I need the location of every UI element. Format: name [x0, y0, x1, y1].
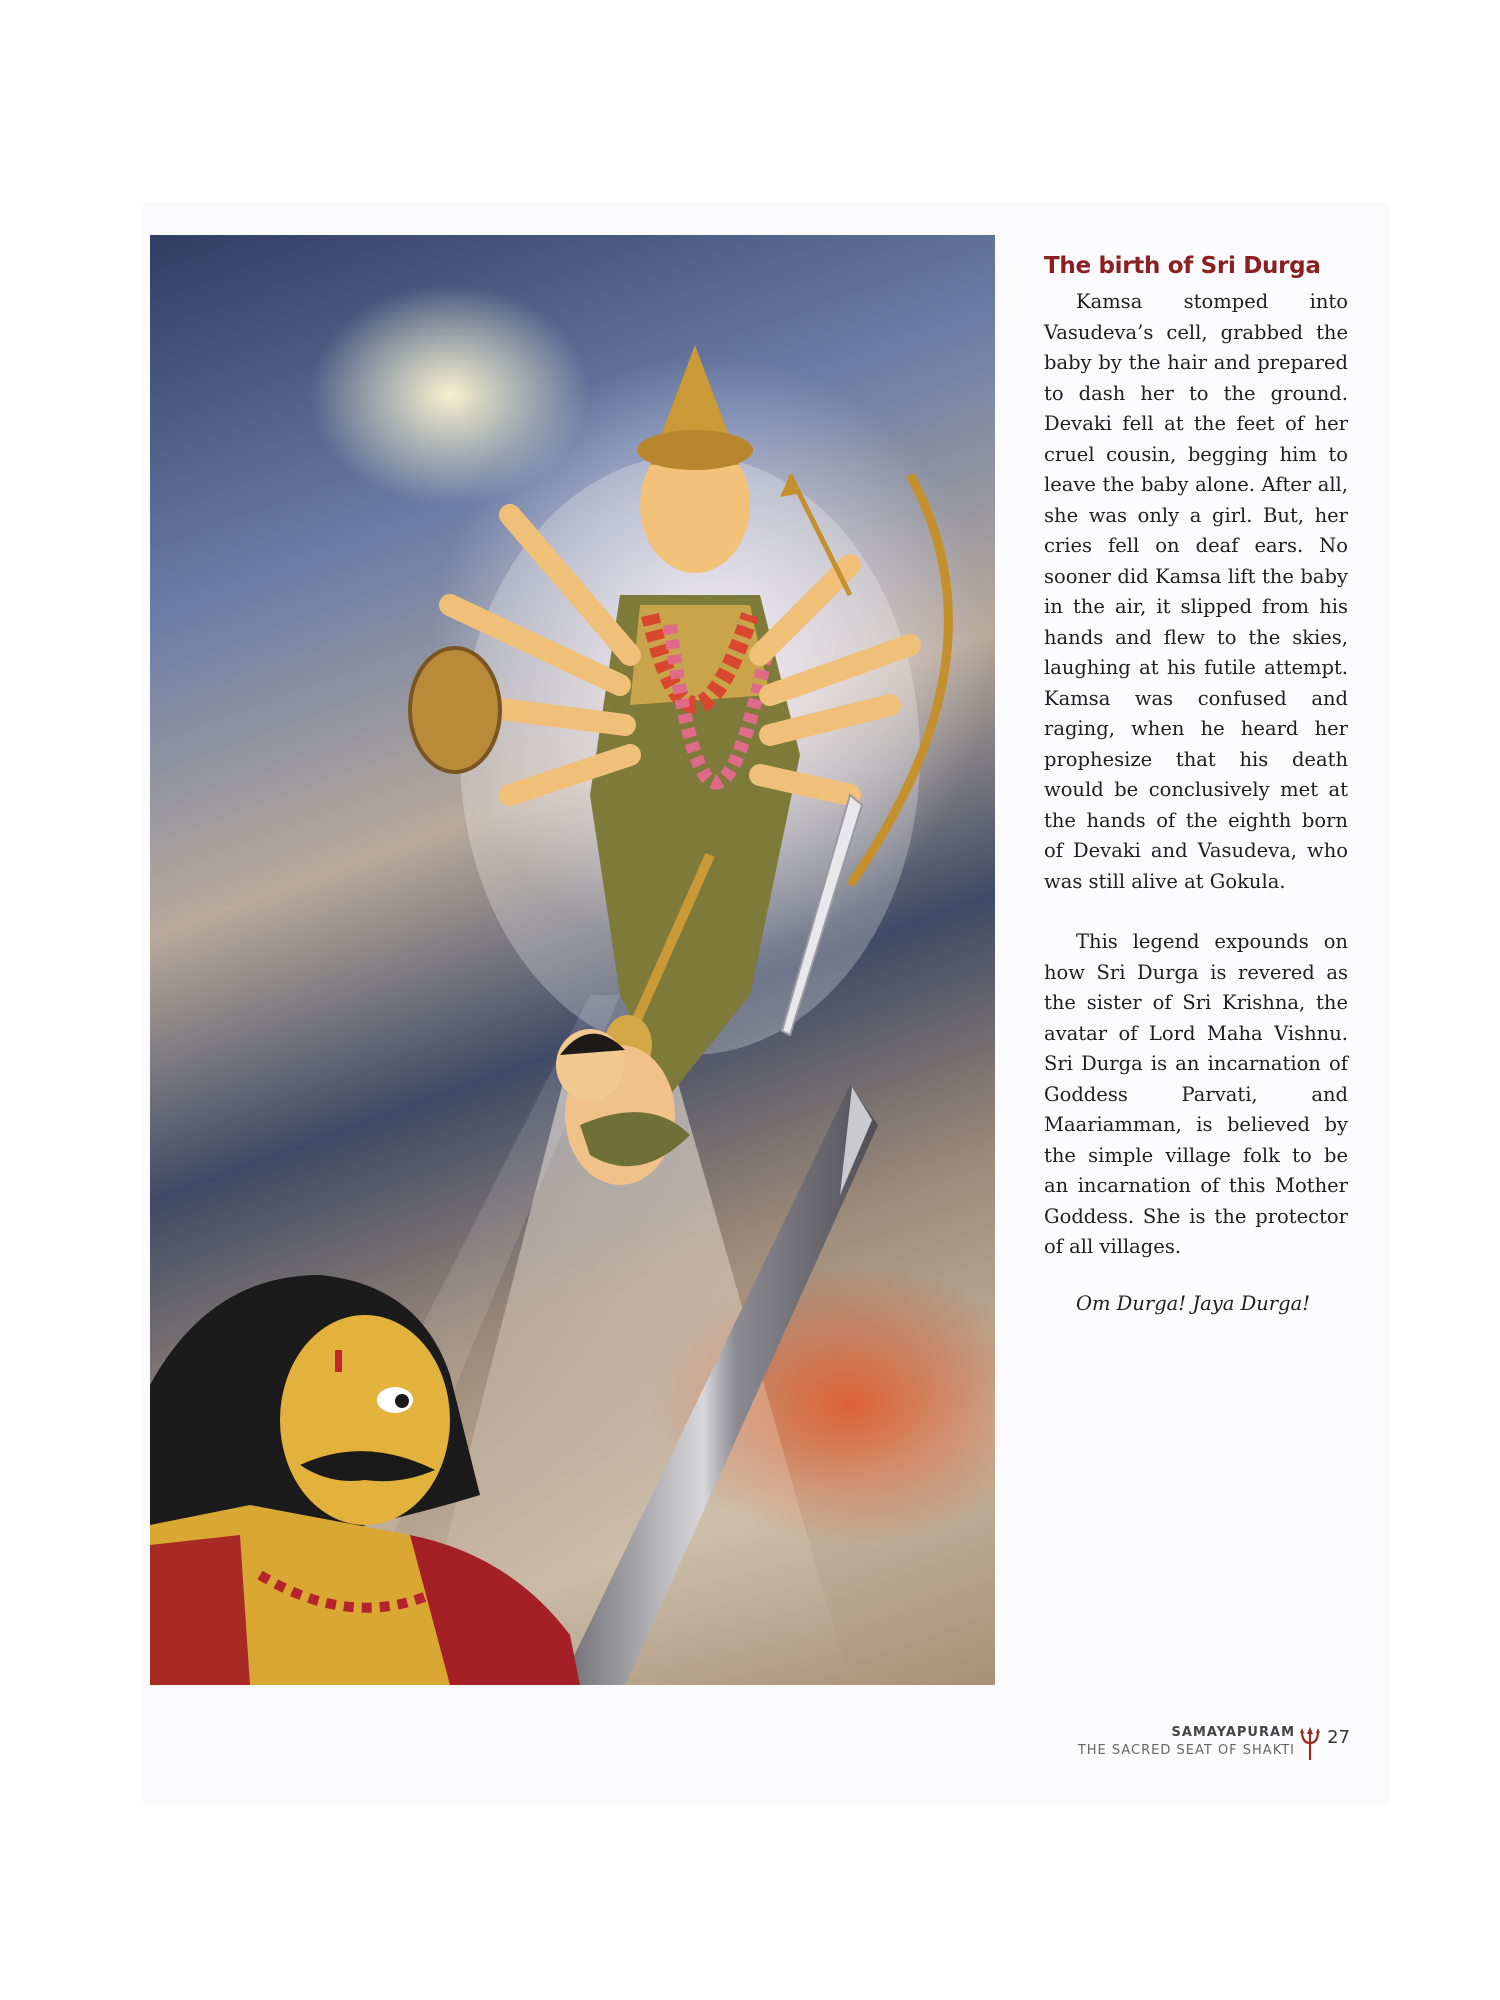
footer-brand: SAMAYAPURAM [1171, 1725, 1295, 1740]
page-number: 27 [1327, 1727, 1350, 1748]
article [1044, 253, 1348, 1319]
article-closing-line: Om Durga! Jaya Durga! [1076, 1291, 1311, 1315]
illustration-artwork [150, 235, 995, 1685]
article-paragraph: This legend expounds on how Sri Durga is revered as the sister of Sri Krishna, the avatar of Lord Maha Vishnu. Sri Durga is an incarnation of Goddess Parvati, and Maariamman, is believed by the simple village folk to be an incarnation of this Mother Goddess. She is the protector of all villages. [1044, 930, 1348, 1258]
article-title: The birth of Sri Durga [1044, 253, 1321, 279]
trident-icon [1300, 1727, 1320, 1761]
footer-text [1078, 1725, 1295, 1758]
illustration-durga-kamsa [150, 235, 995, 1685]
article-paragraph: Kamsa stomped into Vasudeva’s cell, grabbed the baby by the hair and prepared to dash her to the ground. Devaki fell at the feet of her cruel cousin, begging him to leave the baby alone. After all, she was only a girl. But, her cries fell on deaf ears. No sooner did Kamsa lift the baby in the air, it slipped from his hands and flew to the skies, laughing at his futile attempt. Kamsa was confused and raging, when he heard her prophesize that his death would be conclusively met at the hands of the eighth born of Devaki and Vasudeva, who was still alive at Gokula. [1044, 290, 1348, 893]
footer-subtitle: THE SACRED SEAT OF SHAKTI [1077, 1743, 1295, 1758]
